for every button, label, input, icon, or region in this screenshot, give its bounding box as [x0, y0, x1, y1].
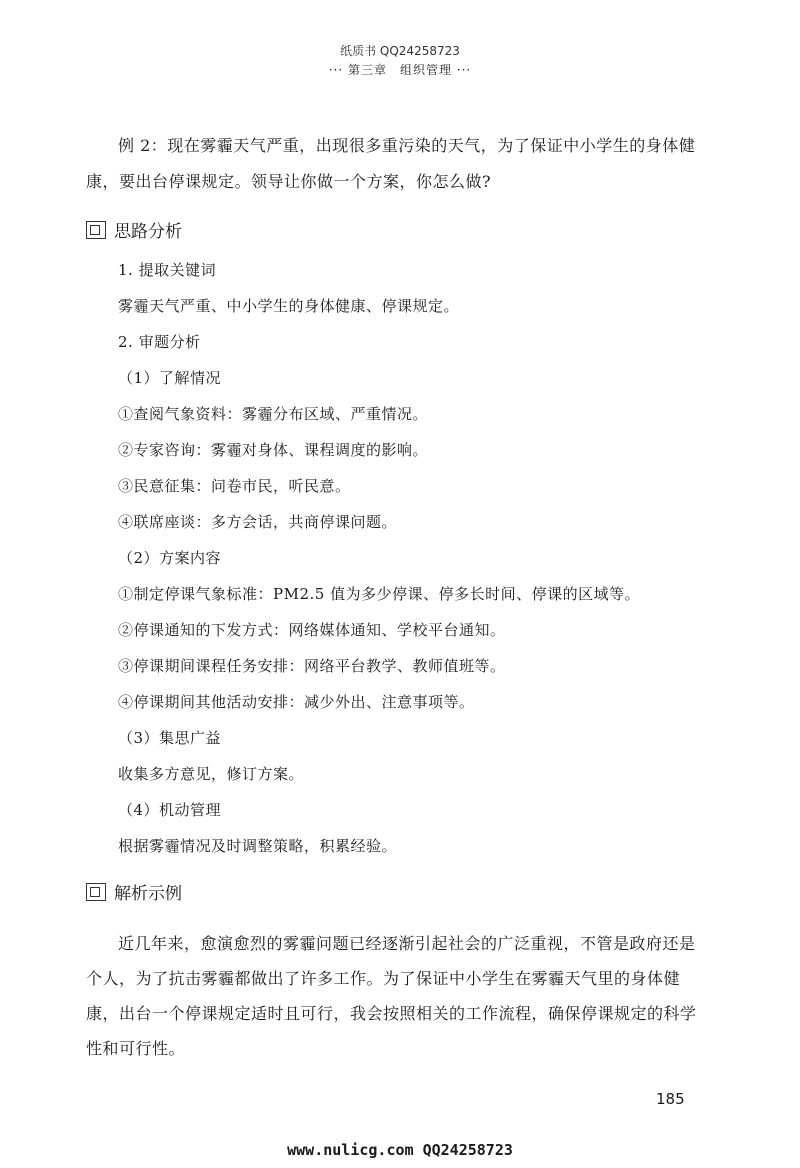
- example-question: 例 2：现在雾霾天气严重，出现很多重污染的天气，为了保证中小学生的身体健康，要出台停课规定。领导让你做一个方案，你怎么做?: [86, 136, 696, 191]
- analysis-line: 根据雾霾情况及时调整策略，积累经验。: [118, 837, 398, 855]
- analysis-line: ④停课期间其他活动安排：减少外出、注意事项等。: [118, 693, 475, 711]
- section-icon: [86, 883, 106, 901]
- analysis-line: ①制定停课气象标准：PM2.5 值为多少停课、停多长时间、停课的区域等。: [118, 585, 641, 603]
- sample-heading: [86, 879, 182, 904]
- analysis-line: （2）方案内容: [118, 549, 222, 567]
- analysis-line: ②专家咨询：雾霾对身体、课程调度的影响。: [118, 441, 429, 459]
- analysis-line: 1. 提取关键词: [118, 261, 217, 279]
- analysis-heading: [86, 217, 182, 242]
- analysis-line: 收集多方意见，修订方案。: [118, 765, 305, 783]
- page-number: 185: [656, 1090, 685, 1108]
- analysis-line: （1）了解情况: [118, 369, 222, 387]
- chapter-header: ··· 第三章 组织管理 ···: [328, 63, 472, 77]
- analysis-line: （4）机动管理: [118, 801, 222, 819]
- header-watermark: 纸质书 QQ24258723: [340, 44, 460, 58]
- section-icon: [86, 221, 106, 239]
- footer-watermark: www.nulicg.com QQ24258723: [287, 1141, 513, 1159]
- analysis-line: 雾霾天气严重、中小学生的身体健康、停课规定。: [118, 297, 460, 315]
- analysis-line: ③停课期间课程任务安排：网络平台教学、教师值班等。: [118, 657, 506, 675]
- analysis-line: （3）集思广益: [118, 729, 222, 747]
- analysis-line: 2. 审题分析: [118, 333, 201, 351]
- sample-heading-label: 解析示例: [114, 884, 182, 904]
- sample-paragraph: 近几年来，愈演愈烈的雾霾问题已经逐渐引起社会的广泛重视，不管是政府还是个人，为了抗击雾霾都做出了许多工作。为了保证中小学生在雾霾天气里的身体健康，出台一个停课规定适时且可行，我会按照相关的工作流程，确保停课规定的科学性和可行性。: [86, 934, 697, 1058]
- analysis-line: ②停课通知的下发方式：网络媒体通知、学校平台通知。: [118, 621, 506, 639]
- analysis-line: ③民意征集：问卷市民，听民意。: [118, 477, 351, 495]
- analysis-line: ④联席座谈：多方会话，共商停课问题。: [118, 513, 398, 531]
- analysis-heading-label: 思路分析: [114, 222, 182, 242]
- analysis-line: ①查阅气象资料：雾霾分布区域、严重情况。: [118, 405, 429, 423]
